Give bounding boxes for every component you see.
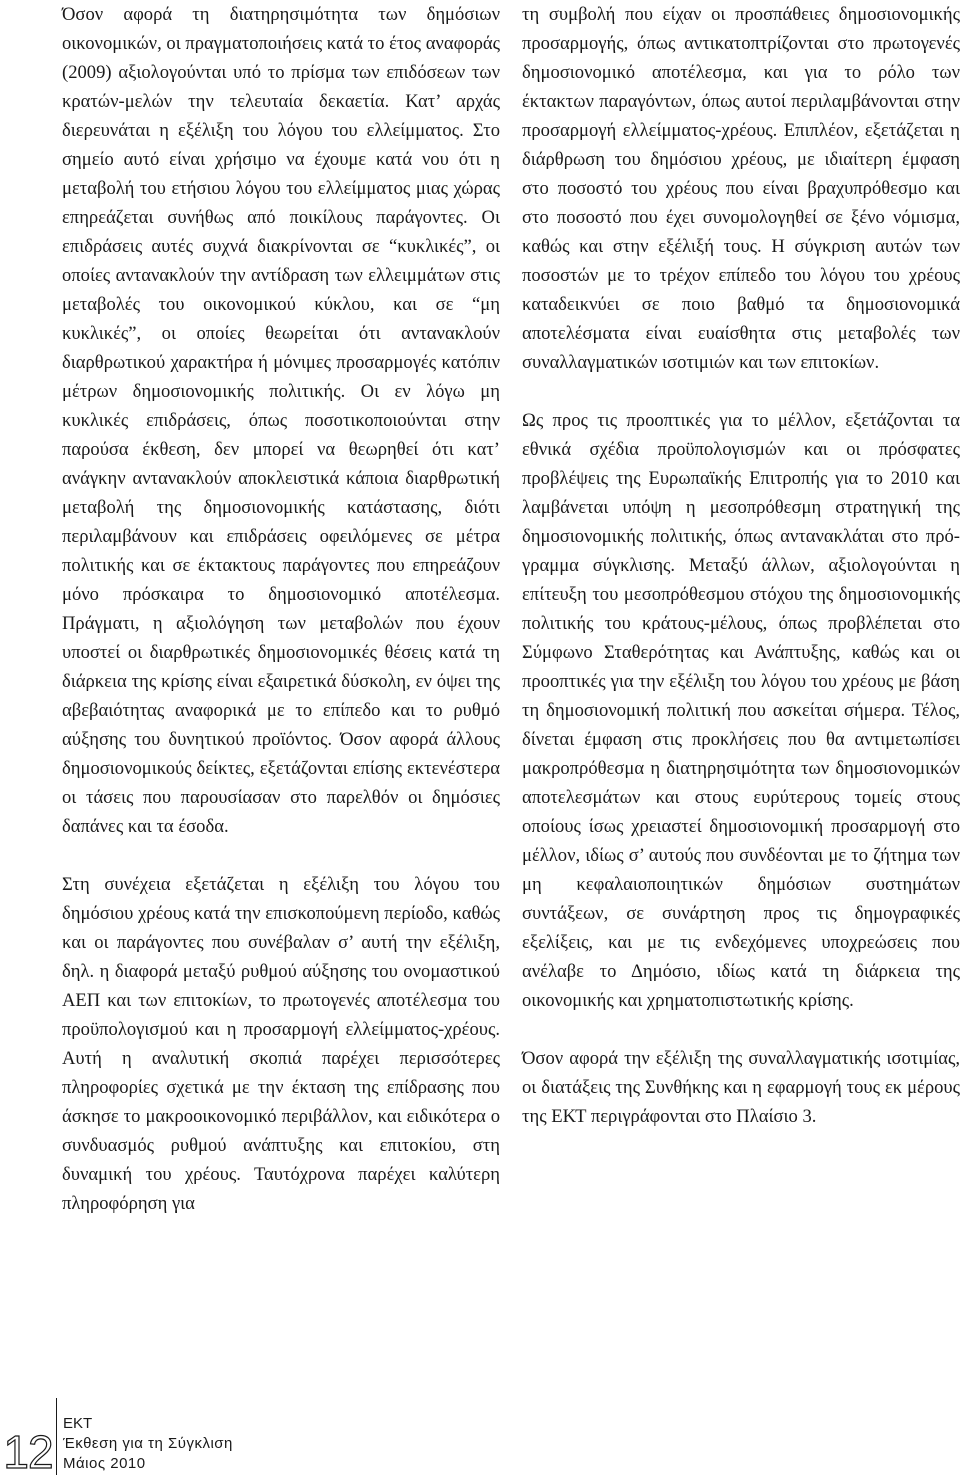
- page-footer: [0, 1388, 300, 1478]
- footer-info: [63, 1414, 233, 1474]
- footer-divider: [56, 1398, 57, 1475]
- body-paragraph: Ως προς τις προοπτικές για το μέλλον, εξετάζονται τα εθνικά σχέδια προϋπολογισμών και οι πρόσφατες προβλέψεις της Ευρωπαϊκής Επιτροπής για το 2010 και λαμβάνεται υπόψη η μεσοπρόθεσμη στρατηγική της δημοσιονομικής πολιτικής, όπως αντανακλάται στο πρόγραμμα σύγκλισης. Μεταξύ άλλων, αξιολογούνται η επίτευξη του μεσοπρόθεσμου στόχου της δημοσιονομικής πολιτικής του κράτους-μέλους, όπως προβλέπεται στο Σύμφωνο Σταθερότητας και Ανάπτυξης, καθώς και οι προοπτικές για την εξέλιξη του λόγου του χρέους με βάση τη δημοσιονομική πολιτική που ασκείται σήμερα. Τέλος, δίνεται έμφαση στις προκλήσεις που θα αντιμετωπίσει μακροπρόθεσμα η διατηρησιμότητα των δημοσιονομικών αποτελεσμάτων και στους ευρύτερους τομείς στους οποίους ίσως χρειαστεί δημοσιονομική προσαρμογή στο μέλλον, ιδίως σ’ αυτούς που συνδέονται με το ζήτημα των μη κεφαλαιοποιητικών δημόσιων συστημάτων συντάξεων, σε συνάρτηση προς τις δημογραφικές εξελίξεις, και με τις ενδεχόμενες υποχρεώσεις που ανέλαβε το Δημόσιο, ιδίως κατά τη διάρκεια της οικονομικής και χρηματοπιστωτικής κρίσης.: [522, 410, 960, 1011]
- body-paragraph: Στη συνέχεια εξετάζεται η εξέλιξη του λόγου του δημόσιου χρέους κατά την επισκοπούμενη περίοδο, καθώς και οι παράγοντες που συνέβαλαν σ’ αυτή την εξέλιξη, δηλ. η διαφορά μεταξύ ρυθμού αύξησης του ονομαστικού ΑΕΠ και των επιτοκίων, το πρωτογενές αποτέλεσμα του προϋπολογισμού και η προσαρμογή ελλείμματος-χρέους. Αυτή η αναλυτική σκοπιά παρέχει περισσότερες πληροφορίες σχετικά με την έκταση της επίδρασης που άσκησε το μακροοικονομικό περιβάλλον, και ειδικότερα ο συνδυασμός ρυθμού ανάπτυξης και επιτοκίου, στη δυναμική του χρέους. Ταυτόχρονα παρέχει καλύτερη πληροφόρηση για: [62, 874, 500, 1214]
- right-column: [522, 0, 960, 1131]
- footer-publisher: ΕΚΤ: [63, 1415, 93, 1432]
- body-paragraph: τη συμβολή που είχαν οι προσπάθειες δημοσιονομικής προσαρμογής, όπως αντικατοπτρίζονται στο πρωτογενές δημοσιονομικό αποτέλεσμα, και για το ρόλο των έκτακτων παραγόντων, όπως αυτοί περιλαμβάνονται στην προσαρμογή ελλείμματος-χρέους. Επιπλέον, εξετάζεται η διάρθρωση του δημόσιου χρέους, με ιδιαίτερη έμφαση στο ποσοστό του χρέους που είναι βραχυπρόθεσμο και στο ποσοστό που έχει συνομολογηθεί σε ξένο νόμισμα, καθώς και στην εξέλιξή τους. Η σύγκριση αυτών των ποσοστών με το τρέχον επίπεδο του λόγου του χρέους καταδεικνύει σε ποιο βαθμό τα δημοσιονομικά αποτελέσματα είναι ευαίσθητα στις μεταβολές των συναλλαγματικών ισοτιμιών και των επιτοκίων.: [522, 4, 960, 373]
- footer-date: Μάιος 2010: [63, 1455, 146, 1472]
- left-column: [62, 0, 500, 1218]
- body-paragraph: Όσον αφορά την εξέλιξη της συναλλαγματικής ισοτιμίας, οι διατάξεις της Συνθήκης και η εφαρμογή τους εκ μέρους της ΕΚΤ περιγράφονται στο Πλαίσιο 3.: [522, 1048, 960, 1127]
- page-number: 12: [3, 1426, 53, 1478]
- body-paragraph: Όσον αφορά τη διατηρησιμότητα των δημόσιων οικονομικών, οι πραγματοποιήσεις κατά το έτος αναφοράς (2009) αξιολογούνται υπό το πρίσμα των επιδόσεων των κρατών-μελών την τελευταία δεκαετία. Κατ’ αρχάς διερευνάται η εξέλιξη του λόγου του ελλείμματος. Στο σημείο αυτό είναι χρήσιμο να έχουμε κατά νου ότι η μεταβολή του ετήσιου λόγου του ελλείμματος μιας χώρας επηρεάζεται συνήθως από ποικίλους παράγοντες. Οι επιδράσεις αυτές συχνά διακρίνονται σε “κυκλικές”, οι οποίες αντανακλούν την αντίδραση των ελλειμμάτων στις μεταβολές του οικονομικού κύκλου, και σε “μη κυκλικές”, οι οποίες θεωρείται ότι αντανακλούν διαρθρωτικού χαρακτήρα ή μόνιμες προσαρμογές κατόπιν μέτρων δημοσιονομικής πολιτικής. Οι εν λόγω μη κυκλικές επιδράσεις, όπως ποσοτικοποιούνται στην παρούσα έκθεση, δεν μπορεί να θεωρηθεί ότι κατ’ ανάγκην αντανακλούν αποκλειστικά κάποια διαρθρωτική μεταβολή της δημοσιονομικής κατάστασης, διότι περιλαμβάνουν και επιδράσεις οφειλόμενες σε μέτρα πολιτικής και σε έκτακτους παράγοντες που επηρεάζουν μόνο πρόσκαιρα το δημοσιονομικό αποτέλεσμα. Πράγματι, η αξιολόγηση των μεταβολών που έχουν υποστεί οι διαρθρωτικές δημοσιονομικές θέσεις κατά τη διάρκεια της κρίσης είναι εξαιρετικά δύσκολη, εν όψει της αβεβαιότητας αναφορικά με το επίπεδο και το ρυθμό αύξησης του δυνητικού προϊόντος. Όσον αφορά άλλους δημοσιονομικούς δείκτες, εξετάζονται επίσης εκτενέστερα οι τάσεις που παρουσίασαν στο παρελθόν οι δημόσιες δαπάνες και τα έσοδα.: [62, 4, 500, 837]
- footer-title: Έκθεση για τη Σύγκλιση: [63, 1435, 233, 1452]
